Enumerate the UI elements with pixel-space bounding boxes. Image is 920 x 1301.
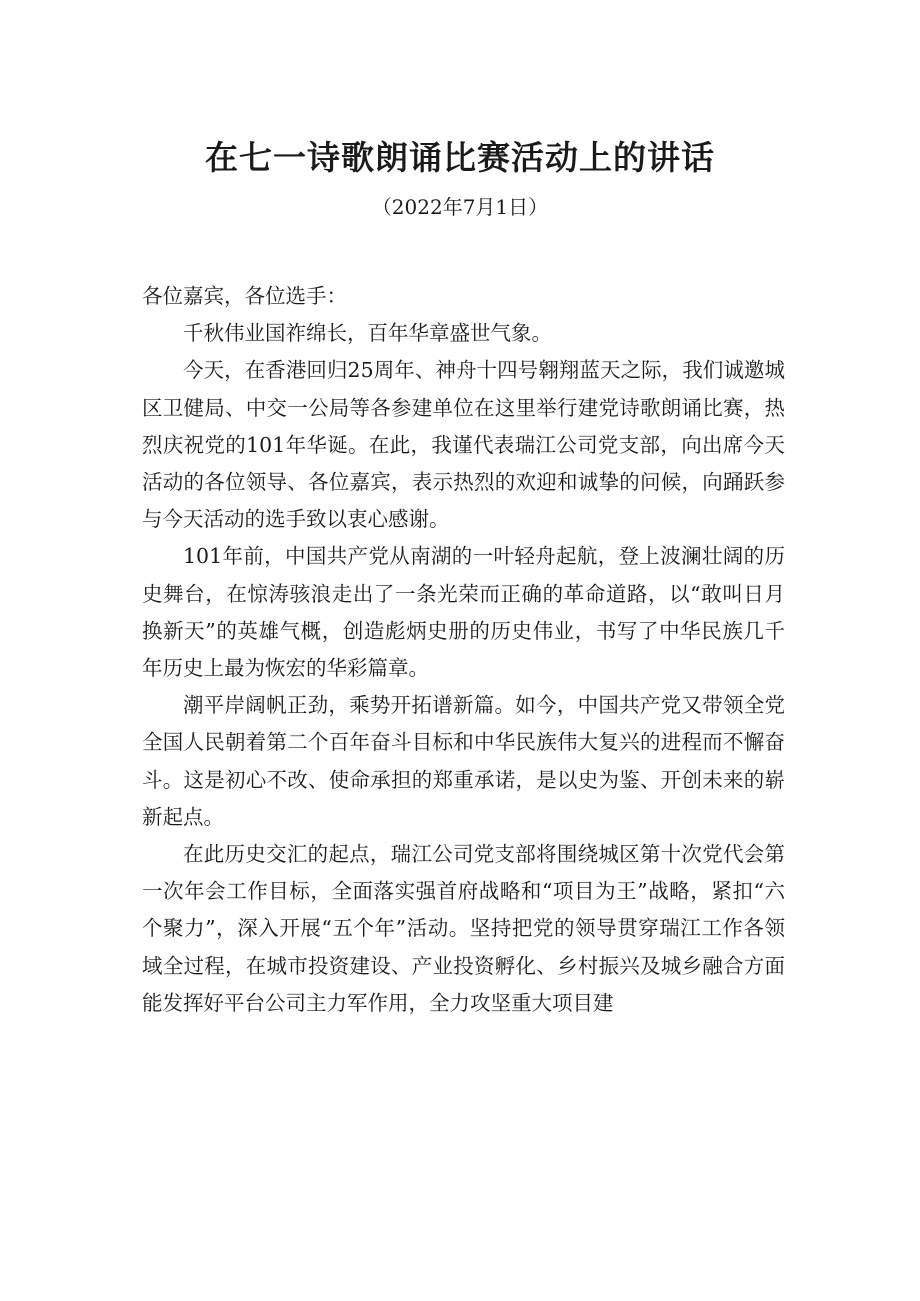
paragraph-party-history: 101年前，中国共产党从南湖的一叶轻舟起航，登上波澜壮阔的历史舞台，在惊涛骇浪走出了一条光荣而正确的革命道路，以“敢叫日月换新天”的英雄气概，创造彪炳史册的历史伟业，书写了中华民族几千年历史上最为恢宏的华彩篇章。 [142,544,785,681]
document-title: 在七一诗歌朗诵比赛活动上的讲话 [205,138,715,177]
salutation: 各位嘉宾，各位选手： [142,284,347,308]
speech-date: （2022年7月1日） [371,195,549,219]
paragraph-welcome: 今天，在香港回归25周年、神舟十四号翱翔蓝天之际，我们诚邀城区卫健局、中交一公局等各参建单位在这里举行建党诗歌朗诵比赛，热烈庆祝党的101年华诞。在此，我谨代表瑞江公司党支部，向出席今天活动的各位领导、各位嘉宾，表示热烈的欢迎和诚挚的问候，向踊跃参与今天活动的选手致以衷心感谢。 [142,358,785,532]
paragraph-company-goals: 在此历史交汇的起点，瑞江公司党支部将围绕城区第十次党代会第一次年会工作目标，全面落实强首府战略和“项目为王”战略，紧扣“六个聚力”，深入开展“五个年”活动。坚持把党的领导贯穿瑞江工作各领域全过程，在城市投资建设、产业投资孵化、乡村振兴及城乡融合方面能发挥好平台公司主力军作用，全力攻坚重大项目建 [142,842,785,1015]
speech-body [142,278,785,1022]
paragraph-opening-couplet: 千秋伟业国祚绵长，百年华章盛世气象。 [183,321,552,346]
paragraph-new-journey: 潮平岸阔帆正劲，乘势开拓谱新篇。如今，中国共产党又带领全党全国人民朝着第二个百年奋斗目标和中华民族伟大复兴的进程而不懈奋斗。这是初心不改、使命承担的郑重承诺，是以史为鉴、开创未来的崭新起点。 [142,693,785,829]
